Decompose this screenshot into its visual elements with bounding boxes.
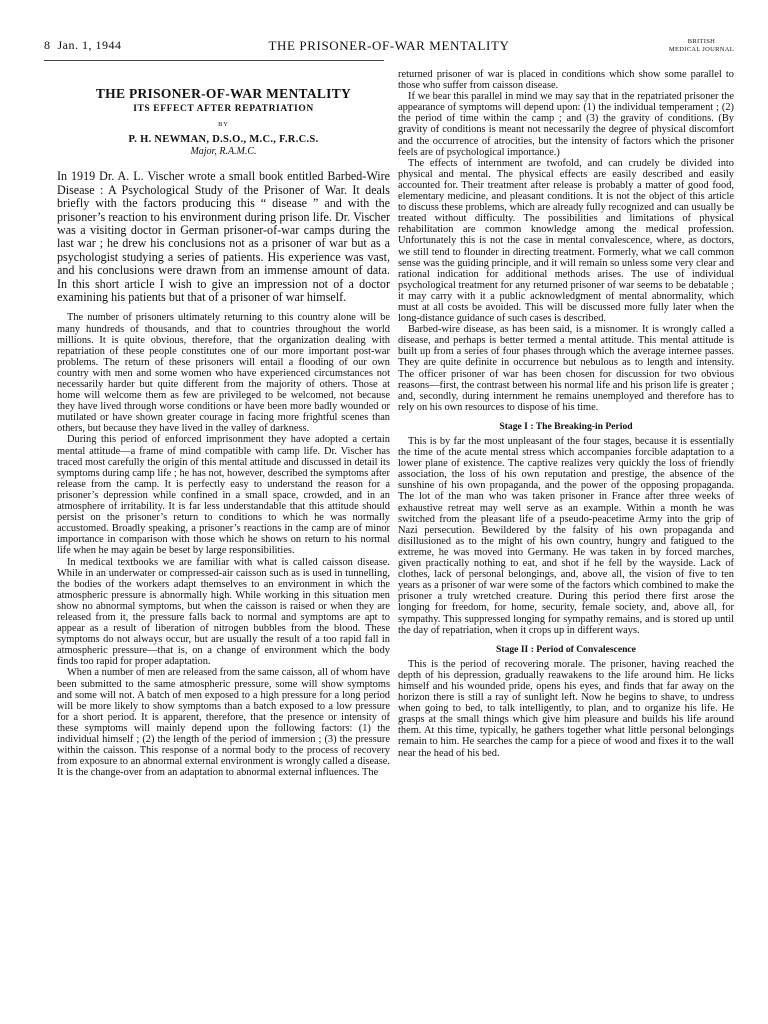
intro-paragraph: In 1919 Dr. A. L. Vischer wrote a small book entitled Barbed-Wire Disease : A Psychological Study of the Prisoner of War. It deals briefly with the factors producing this “ disease ” and with the prisoner’s reaction to his environment during prison life. Dr. Vischer was a visiting doctor in German prisoner-of-war camps during the last war ; he drew his conclusions not as a prisoner of war but as a psychologist studying a series of patients. His experience was vast, and his conclusions were drawn from an immense amount of data. In this short article I wish to give an impression not of a doctor examining his patients but that of a prisoner of war himself. <box>57 169 390 305</box>
body-paragraph: This is the period of recovering morale. The prisoner, having reached the depth of his depression, gradually reawakens to the life around him. He licks himself and his wounded pride, opens his eyes, and finds that far away on the horizon there is still a ray of sunlight left. Now he begins to shave, to undress when going to bed, to talk intelligently, to plan, and to organize his life. He grasps at the small things which give him pleasure and builds his life around them. At this time, typically, he gathers together what little personal belongings remain to him. He searches the camp for a piece of wood and fixes it to the wall near the head of his bed. <box>398 658 734 759</box>
journal-line-2: MEDICAL JOURNAL <box>668 46 734 53</box>
author-rank: Major, R.A.M.C. <box>190 146 257 158</box>
body-paragraph-continued: returned prisoner of war is placed in conditions which show some parallel to those who suffer from caisson disease. <box>398 69 734 92</box>
section-heading-stage-2: Stage II : Period of Convalescence <box>496 643 636 655</box>
page-number: 8 <box>44 38 51 52</box>
body-paragraph: During this period of enforced imprisonment they have adopted a certain mental attitude—a frame of mind compatible with camp life. Dr. Vischer has traced most carefully the origin of this mental attitude and discussed in detail its symptoms during camp life ; he has not, however, described the symptoms after release from the camp. It is perfectly easy to understand the reason for a prisoner’s depression while confined in a small space, crowded, and in an atmosphere of irritability. It is far less understandable that this attitude should persist on the prisoner’s return to conditions to which he was normally accustomed. Broadly speaking, a prisoner’s reactions in the camp are of minor importance in comparison with those which he shows on return to his normal life when he may again be beset by large responsibilities. <box>57 434 390 557</box>
body-paragraph: When a number of men are released from the same caisson, all of whom have been submitted to the same atmospheric pressure, some will show symptoms and some will not. A batch of men exposed to a high pressure for a long period will be more likely to show symptoms than a batch exposed to a low pressure for a short period. It is apparent, therefore, that the presence or intensity of these symptoms will mainly depend upon the following factors: (1) the individual himself ; (2) the length of the period of immersion ; (3) the pressure within the caisson. This response of a normal body to the process of recovery from exposure to an abnormal external environment is wrongly called a disease. It is the change-over from an adaptation to abnormal external influences. The <box>57 667 390 779</box>
body-paragraph: The effects of internment are twofold, and can crudely be divided into physical and mental. The physical effects are easily described and easily accounted for. Their treatment after release is probably a matter of good food, elementary medicine, and pleasant conditions. It is not the object of this article to discuss these problems, which are already fully recognized and can usually be treated without difficulty. The possibilities and limitations of physical rehabilitation are common knowledge among the medical profession. Unfortunately this is not the case in mental convalescence, where, as doctors, we still tend to flounder in directing treatment. Formerly, what we call common sense was the guiding principle, and it will remain so unless some very clear and rational indication for additional methods arises. The use of individual psychological treatment for any returned prisoner of war seems to be debatable ; it may carry with it a public acknowledgment of mental abnormality, which must at all costs be avoided. This will be discussed more fully later when the long-distance guidance of such cases is described. <box>398 157 734 325</box>
body-paragraph: This is by far the most unpleasant of the four stages, because it is essentially the time of the acute mental stress which accompanies forcible adaptation to a lower plane of existence. The captive realizes very quickly the loss of friendly association, the loss of his own reputation and prestige, the absence of the sunshine of his own propaganda, and the power of the opposing propaganda. The lot of the man who was taken prisoner in France after three weeks of exhaustive retreat may well serve as an example. Within a month he was switched from the pleasant life of a pseudo-peacetime Army into the grip of Nazi persecution. Bewildered by the falsity of his own propaganda and disillusioned as to the might of his own country, hungry and fatigued to the extreme, he was moved into Germany. He was taken in by forced marches, given practically nothing to eat, and shot if he fell by the wayside. Lack of clothes, lack of personal belongings, and, above all, the vision of five to ten years as a prisoner of war were some of the factors which combined to make the prisoner a truly wretched creature. During this period there first arose the longing for freedom, for home, security, female society, and, above all, for sympathy. This suppressed longing for sympathy remains, and is stored up until the day of repatriation, when it crops up in different ways. <box>398 436 734 636</box>
section-heading-stage-1: Stage I : The Breaking-in Period <box>499 420 633 432</box>
running-title: THE PRISONER-OF-WAR MENTALITY <box>268 38 510 53</box>
body-paragraph: In medical textbooks we are familiar with what is called caisson disease. While in an underwater or compressed-air caisson such as is used in tunnelling, the bodies of the workers adapt themselves to an environment in which the atmospheric pressure is abnormally high. While working in this situation men show no abnormal symptoms, but when the caisson is raised or when they are released from it, the pressure falls back to normal and symptoms are apt to appear as a result of liberation of nitrogen bubbles from the blood. These symptoms do not always occur, but are usually the result of a too rapid fall in atmospheric pressure—that is, on a change of environment which the body finds too rapid for proper adaptation. <box>57 556 390 668</box>
body-paragraph: Barbed-wire disease, as has been said, is a misnomer. It is wrongly called a disease, and perhaps is better termed a mental attitude. This mental attitude is built up from a series of four phases through which the average internee passes. They are quite definite in occurrence but nebulous as to length and intensity. The officer prisoner of war has been chosen for discussion for two obvious reasons—first, the contrast between his normal life and his prison life is greater ; and, secondly, during internment he remains unemployed and therefore has to rely on his own resources to dispose of his time. <box>398 324 734 413</box>
left-column <box>57 86 390 778</box>
page-header <box>44 38 734 58</box>
article-title: THE PRISONER-OF-WAR MENTALITY <box>95 86 352 101</box>
journal-line-1: BRITISH <box>687 38 716 45</box>
issue-date: Jan. 1, 1944 <box>57 38 122 52</box>
body-paragraph: If we bear this parallel in mind we may say that in the repatriated prisoner the appearance of symptoms will depend upon: (1) the individual temperament ; (2) the period of time within the camp ; and (3) the gravity of conditions. (By gravity of conditions is meant not necessarily the degree of physical discomfort and the occurrence of atrocities, but the intensity of factors which the prisoner feels are of psychological importance.) <box>398 91 734 158</box>
header-rule <box>44 60 384 61</box>
byline-by: BY <box>218 121 229 129</box>
body-paragraph: The number of prisoners ultimately returning to this country alone will be many hundreds of thousands, and that to countries throughout the world millions. It is quite obvious, therefore, that the organization dealing with repatriation of these people constitutes one of our more important post-war problems. The return of these prisoners will entail a flooding of our own country with men and some women who have experienced circumstances not necessarily harder but quite different from the majority of others. Those at home will welcome them as few are privileged to be welcomed, not because they have lived through worse conditions or have been more badly wounded or mutilated or have shown greater courage in facing more frightful scenes than others, but because they have lived in the valley of darkness. <box>57 312 390 435</box>
journal-name <box>669 38 734 54</box>
article-author: P. H. NEWMAN, D.S.O., M.C., F.R.C.S. <box>128 134 319 146</box>
right-column <box>398 69 734 759</box>
article-subtitle: ITS EFFECT AFTER REPATRIATION <box>133 104 314 114</box>
